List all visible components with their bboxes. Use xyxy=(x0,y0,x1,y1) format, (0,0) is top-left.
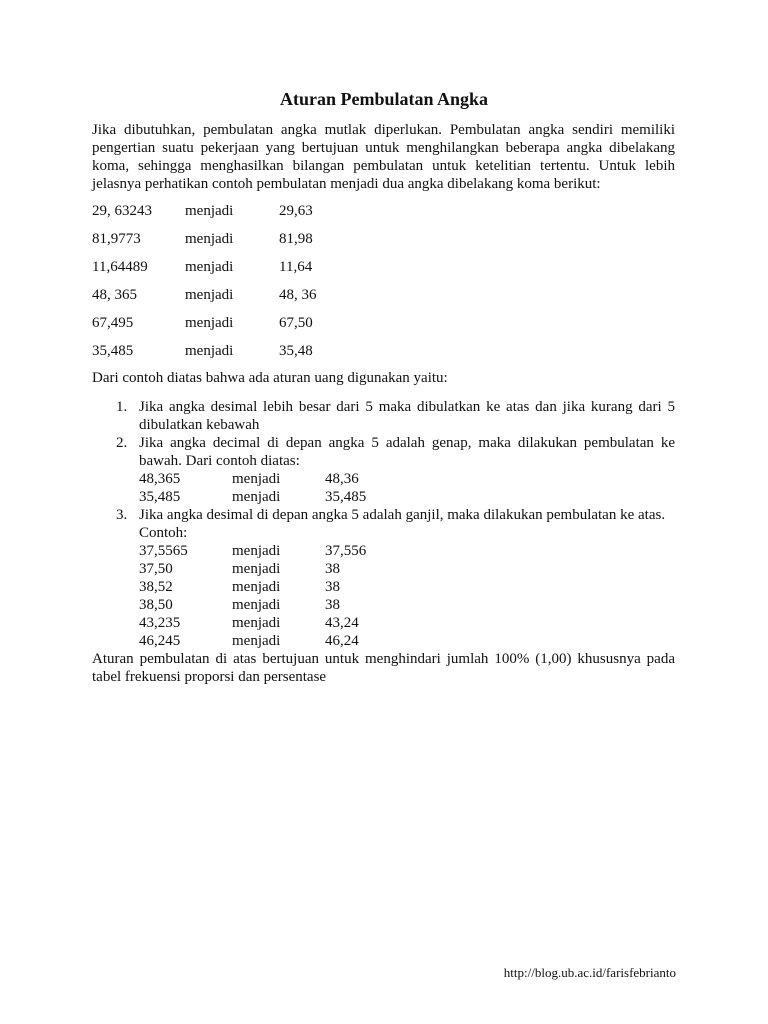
example-result: 43,24 xyxy=(325,615,359,631)
rule-example-row xyxy=(139,488,675,506)
example-result: 38 xyxy=(325,597,340,613)
example-word: menjadi xyxy=(232,561,281,577)
example-result: 29,63 xyxy=(279,203,313,219)
example-result: 38 xyxy=(325,561,340,577)
example-original: 48, 365 xyxy=(92,287,137,303)
rule-item xyxy=(116,398,675,434)
intro-paragraph: Jika dibutuhkan, pembulatan angka mutlak diperlukan. Pembulatan angka sendiri memiliki pengertian suatu pekerjaan yang bertujuan untuk menghilangkan beberapa angka dibelakang koma, sehingga menghasilkan bilangan pembulatan untuk ketelitian tertentu. Untuk lebih jelasnya perhatikan contoh pembulatan menjadi dua angka dibelakang koma berikut: xyxy=(92,122,675,192)
rule-example-row xyxy=(139,560,675,578)
rule-example-row xyxy=(139,614,675,632)
rule-example-row xyxy=(139,596,675,614)
example-word: menjadi xyxy=(232,543,281,559)
example-result: 67,50 xyxy=(279,315,313,331)
example-result: 35,485 xyxy=(325,489,367,505)
example-result: 81,98 xyxy=(279,231,313,247)
rule-example-label: Contoh: xyxy=(139,525,188,541)
example-word: menjadi xyxy=(232,615,281,631)
example-word: menjadi xyxy=(185,259,234,275)
example-word: menjadi xyxy=(185,203,234,219)
example-result: 11,64 xyxy=(279,259,313,275)
example-original: 38,50 xyxy=(139,597,173,613)
example-word: menjadi xyxy=(185,231,234,247)
example-word: menjadi xyxy=(232,471,281,487)
example-original: 67,495 xyxy=(92,315,134,331)
footer-url: http://blog.ub.ac.id/farisfebrianto xyxy=(503,965,676,980)
example-word: menjadi xyxy=(185,343,234,359)
example-original: 46,245 xyxy=(139,633,181,649)
example-original: 29, 63243 xyxy=(92,203,152,219)
example-original: 35,485 xyxy=(139,489,181,505)
rule-number: 3. xyxy=(116,507,128,523)
example-result: 48,36 xyxy=(325,471,359,487)
example-original: 48,365 xyxy=(139,471,181,487)
example-result: 48, 36 xyxy=(279,287,317,303)
rule-example-row xyxy=(139,470,675,488)
example-word: menjadi xyxy=(232,489,281,505)
example-word: menjadi xyxy=(185,315,234,331)
rule-text: Jika angka decimal di depan angka 5 adalah genap, maka dilakukan pembulatan ke bawah. Dari contoh diatas: xyxy=(139,435,675,469)
example-original: 35,485 xyxy=(92,343,134,359)
example-original: 81,9773 xyxy=(92,231,141,247)
example-word: menjadi xyxy=(232,597,281,613)
rule-item xyxy=(116,434,675,506)
rule-example-row xyxy=(139,632,675,650)
example-result: 46,24 xyxy=(325,633,359,649)
example-original: 38,52 xyxy=(139,579,173,595)
example-original: 43,235 xyxy=(139,615,181,631)
example-original: 37,50 xyxy=(139,561,173,577)
example-original: 11,64489 xyxy=(92,259,148,275)
rule-text: Jika angka desimal lebih besar dari 5 maka dibulatkan ke atas dan jika kurang dari 5 dibulatkan kebawah xyxy=(139,399,675,433)
closing-paragraph: Aturan pembulatan di atas bertujuan untuk menghindari jumlah 100% (1,00) khususnya pada tabel frekuensi proporsi dan persentase xyxy=(92,651,675,685)
rule-example-row xyxy=(139,542,675,560)
example-result: 37,556 xyxy=(325,543,367,559)
example-result: 35,48 xyxy=(279,343,313,359)
example-word: menjadi xyxy=(232,579,281,595)
rule-number: 2. xyxy=(116,435,128,451)
rule-text: Jika angka desimal di depan angka 5 adalah ganjil, maka dilakukan pembulatan ke atas. xyxy=(139,507,666,523)
rule-number: 1. xyxy=(116,399,128,415)
rules-lead: Dari contoh diatas bahwa ada aturan uang digunakan yaitu: xyxy=(92,370,448,386)
example-word: menjadi xyxy=(232,633,281,649)
rule-example-row xyxy=(139,578,675,596)
rule-item xyxy=(116,506,675,650)
example-word: menjadi xyxy=(185,287,234,303)
page-title: Aturan Pembulatan Angka xyxy=(279,89,489,109)
example-result: 38 xyxy=(325,579,340,595)
example-original: 37,5565 xyxy=(139,543,188,559)
